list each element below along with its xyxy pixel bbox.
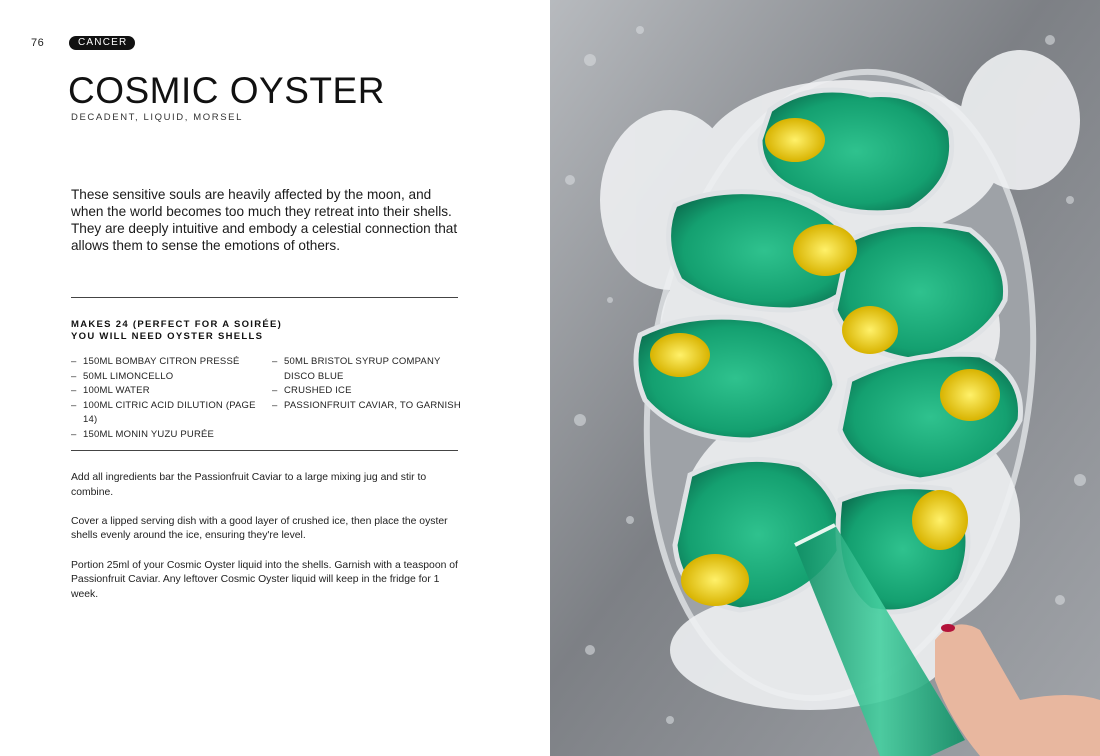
method-steps [71, 471, 463, 617]
ingredient-item: – CRUSHED ICE [272, 385, 352, 397]
ingredient-item: – PASSIONFRUIT CAVIAR, TO GARNISH [272, 399, 461, 411]
recipe-intro: These sensitive souls are heavily affected by the moon, and when the world becomes too much they retreat into their shells. They are deeply intuitive and embody a celestial connection that allows them to sense the emotions of others. [71, 187, 458, 253]
divider [71, 297, 458, 298]
oyster-shells-illustration [550, 0, 1100, 756]
method-step: Portion 25ml of your Cosmic Oyster liquid into the shells. Garnish with a teaspoon of Passionfruit Caviar. Any leftover Cosmic Oyster liquid will keep in the fridge for 1 week. [71, 559, 458, 600]
ingredients-column-1 [71, 355, 271, 443]
ingredient-item: – 50ML LIMONCELLO [71, 370, 174, 382]
ingredient-item: – 100ML WATER [71, 385, 150, 397]
yield-block [71, 319, 282, 343]
section-tag: CANCER [69, 36, 135, 50]
cocktail-photo [550, 0, 1100, 756]
ingredient-item: – 100ML CITRIC ACID DILUTION (PAGE 14) [71, 399, 256, 426]
yield-text: MAKES 24 (PERFECT FOR A SOIRÉE) [71, 319, 283, 330]
ingredient-item: – 150ML MONIN YUZU PURÉE [71, 428, 215, 440]
divider [71, 450, 458, 451]
ingredient-item: – 50ML BRISTOL SYRUP COMPANY DISCO BLUE [272, 356, 441, 382]
recipe-subtitle: DECADENT, LIQUID, MORSEL [71, 112, 243, 123]
recipe-title: COSMIC OYSTER [68, 70, 385, 111]
ingredients-column-2 [272, 355, 462, 413]
method-step: Cover a lipped serving dish with a good layer of crushed ice, then place the oyster shells evenly around the ice, ensuring they're level. [71, 515, 448, 542]
method-step: Add all ingredients bar the Passionfruit Caviar to a large mixing jug and stir to combine. [71, 472, 427, 498]
ingredient-item: – 150ML BOMBAY CITRON PRESSÉ [71, 356, 240, 367]
equipment-text: YOU WILL NEED OYSTER SHELLS [71, 331, 264, 342]
page-number: 76 [31, 37, 45, 49]
